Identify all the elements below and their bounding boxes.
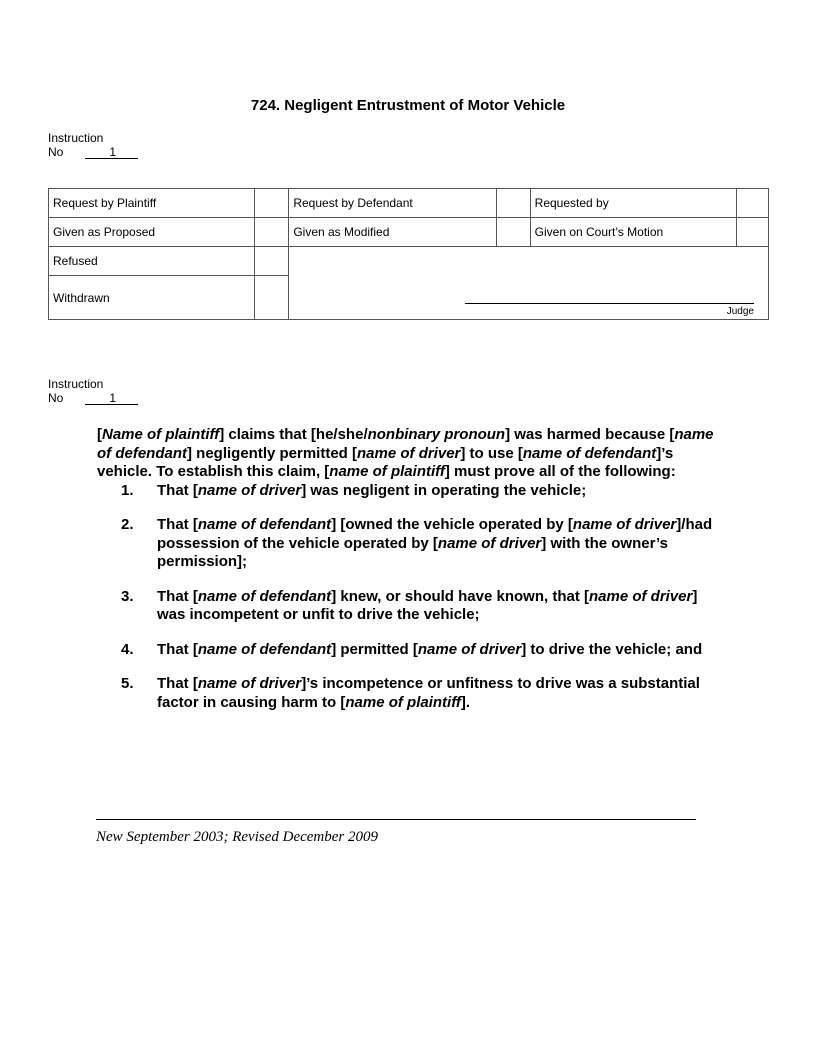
page-title: 724. Negligent Entrustment of Motor Vehicle <box>250 97 566 114</box>
request-by-plaintiff-checkbox[interactable] <box>255 189 289 218</box>
withdrawn-label: Withdrawn <box>49 276 255 320</box>
no-value: 1 <box>85 146 138 159</box>
list-item: 4. That [name of defendant] permitted [name of driver] to drive the vehicle; and <box>121 640 703 658</box>
instruction-label: Instruction <box>48 377 104 391</box>
instruction-label: Instruction <box>48 131 104 145</box>
no-label: No <box>48 145 64 159</box>
judge-signature-area <box>289 247 769 320</box>
given-as-proposed-label: Given as Proposed <box>49 218 255 247</box>
refused-label: Refused <box>49 247 255 276</box>
list-item: 5. That [name of driver]’s incompetence or unfitness to drive was a substantial factor in causing harm to [name of plaintiff]. <box>121 675 700 711</box>
intro-paragraph: [Name of plaintiff] claims that [he/she/nonbinary pronoun] was harmed because [name of defendant] negligently permitted [name of driver] to use [name of defendant]’s vehicle. To establish this claim, [name of plaintiff] must prove all of the following: <box>97 426 714 480</box>
request-by-defendant-checkbox[interactable] <box>496 189 530 218</box>
judge-label: Judge <box>726 306 754 317</box>
request-by-defendant-label: Request by Defendant <box>289 189 496 218</box>
given-as-proposed-checkbox[interactable] <box>255 218 289 247</box>
instruction-number-bottom <box>48 377 138 405</box>
list-item: 1. That [name of driver] was negligent in operating the vehicle; <box>121 481 587 499</box>
list-item: 3. That [name of defendant] knew, or should have known, that [name of driver] was incompetent or unfit to drive the vehicle; <box>121 587 698 623</box>
instruction-body <box>97 426 717 728</box>
list-item: 2. That [name of defendant] [owned the vehicle operated by [name of driver]/had possession of the vehicle operated by [name of driver] with the owner’s permission]; <box>121 516 713 570</box>
no-label: No <box>48 391 64 405</box>
revision-note: New September 2003; Revised December 2009 <box>96 829 378 845</box>
footer-divider <box>96 819 696 820</box>
requested-by-checkbox[interactable] <box>736 189 768 218</box>
elements-list <box>97 482 717 713</box>
requested-by-label: Requested by <box>530 189 736 218</box>
no-value: 1 <box>85 392 138 405</box>
given-as-modified-checkbox[interactable] <box>496 218 530 247</box>
instruction-number-top <box>48 131 138 159</box>
given-as-modified-label: Given as Modified <box>289 218 496 247</box>
refused-checkbox[interactable] <box>255 247 289 276</box>
given-on-courts-motion-label: Given on Court’s Motion <box>530 218 736 247</box>
withdrawn-checkbox[interactable] <box>255 276 289 320</box>
judge-signature-line[interactable] <box>465 303 754 304</box>
given-on-courts-motion-checkbox[interactable] <box>736 218 768 247</box>
request-by-plaintiff-label: Request by Plaintiff <box>49 189 255 218</box>
request-table <box>48 188 769 320</box>
